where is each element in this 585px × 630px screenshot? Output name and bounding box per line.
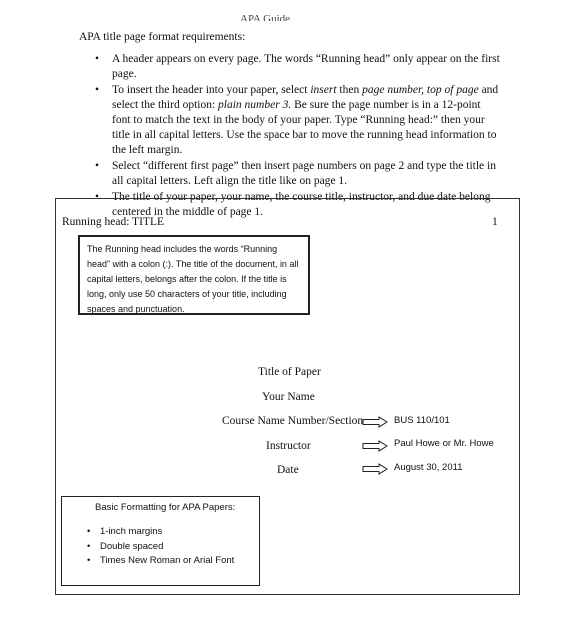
basic-formatting-title: Basic Formatting for APA Papers: [95,502,236,513]
formatting-item [87,525,234,540]
title-of-paper: Title of Paper [258,366,321,378]
requirement-text: A header appears on every page. The words “Running head” only appear on the first page. [112,53,500,80]
bullet-icon: • [95,160,100,172]
requirement-text-italic: insert [310,84,337,96]
formatting-item-text: Times New Roman or Arial Font [100,555,235,566]
formatting-item-text: 1-inch margins [100,526,163,537]
bullet-icon: • [87,555,91,566]
requirement-item [95,83,500,158]
instructor-example: Paul Howe or Mr. Howe [394,438,494,449]
document-title-cut-off: APA Guide [240,13,291,21]
formatting-item-text: Double spaced [100,540,164,552]
basic-formatting-list [87,525,235,569]
requirement-text: The title of your paper, your name, the course title, instructor, and due date belong centered in the middle of page 1. [112,191,491,218]
requirement-text-italic: page number, top of page [362,84,479,96]
requirement-text-italic: plain number 3. [218,99,292,111]
bullet-icon: • [95,191,100,203]
instructor-arrow-icon [362,440,388,452]
course-example: BUS 110/101 [394,415,450,426]
date-arrow-icon [362,463,388,475]
date: Date [277,464,299,476]
page-number: 1 [492,216,498,228]
bullet-icon: • [87,526,91,537]
instructor: Instructor [266,440,311,452]
requirement-item [95,159,500,189]
bullet-icon: • [95,53,100,65]
requirement-text: Select “different first page” then insert page numbers on page 2 and type the title in all capital letters. Left align the title like on page 1. [112,160,496,187]
requirement-text: To insert the header into your paper, select [112,84,311,96]
requirement-text: and select the third option: [112,84,499,111]
formatting-item [87,540,234,555]
course-arrow-icon [362,416,388,428]
course-name: Course Name Number/Section [222,415,364,427]
date-example: August 30, 2011 [394,462,463,473]
bullet-icon: • [95,84,100,96]
requirements-intro: APA title page format requirements: [79,31,246,43]
running-head: Running head: TITLE [62,216,164,228]
running-head-note: The Running head includes the words “Running head” with a colon (:). The title of the document, in all capital letters, belongs after the colon. If the title is long, only use 50 characters of your title, including spaces and punctuation. [78,235,310,315]
requirement-text: then [336,84,363,96]
formatting-item [87,554,235,569]
bullet-icon: • [87,540,91,552]
requirement-text: Be sure the page number is in a 12-point font to match the text in the body of your paper. Type “Running head:” then your title in all capital letters. Use the space bar to move the running head information to the left margin. [112,99,497,156]
your-name: Your Name [262,391,315,403]
requirements-list [95,52,500,221]
basic-formatting-box [61,496,260,586]
requirement-item [95,52,500,82]
